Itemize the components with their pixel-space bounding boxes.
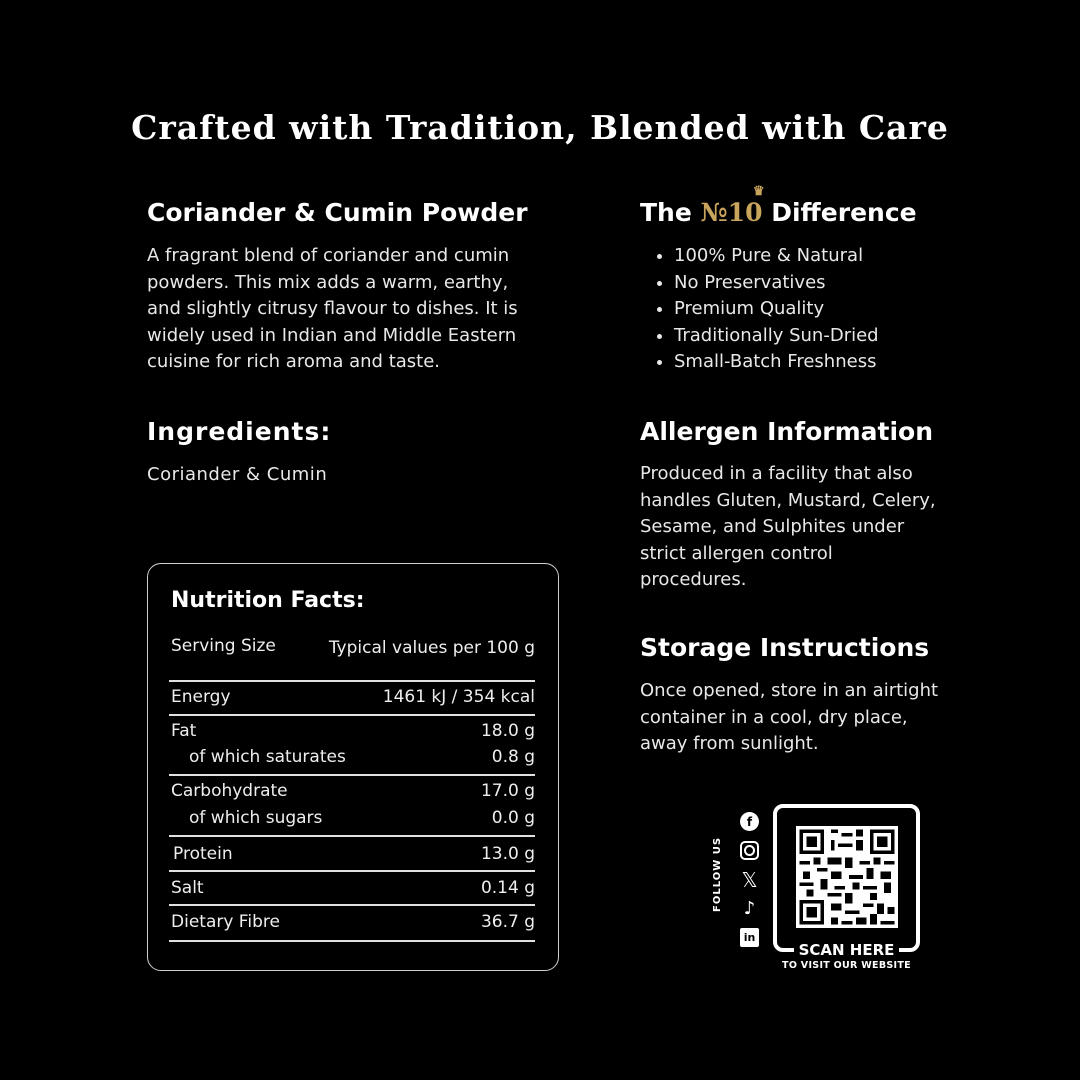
divider [169, 940, 535, 942]
list-item: • Small-Batch Freshness [674, 349, 879, 376]
product-name-heading: Coriander & Cumin Powder [147, 198, 528, 227]
nutrient-label: Salt [171, 878, 204, 898]
list-item: • 100% Pure & Natural [674, 243, 879, 270]
nutrition-facts-panel [147, 563, 559, 971]
product-description: A fragrant blend of coriander and cumin powders. This mix adds a warm, earthy, and slightly citrusy flavour to dishes. It is widely used in Indian and Middle Eastern cuisine for rich aroma and taste. [147, 245, 518, 372]
allergen-heading: Allergen Information [640, 417, 934, 446]
divider [169, 680, 535, 682]
nutrient-value: 0.14 g [480, 878, 535, 898]
serving-size-label: Serving Size [171, 636, 276, 656]
nutrient-label: Dietary Fibre [171, 912, 280, 932]
linkedin-icon[interactable]: in [740, 928, 759, 947]
difference-heading-prefix: The [640, 198, 692, 227]
divider [169, 714, 535, 716]
storage-text: Once opened, store in an airtight container in a cool, dry place, away from sunlight. [640, 680, 939, 754]
tiktok-icon[interactable]: ♪ [743, 898, 756, 919]
difference-heading [640, 184, 917, 227]
serving-size-value: Typical values per 100 g [328, 638, 535, 658]
nutrient-value: 17.0 g [480, 781, 535, 801]
nutrient-value: 1461 kJ / 354 kcal [382, 687, 535, 707]
nutrient-label: of which sugars [189, 808, 323, 828]
ingredients-heading: Ingredients: [147, 417, 332, 446]
crown-icon: ♛ [752, 184, 765, 199]
nutrient-label: Fat [171, 721, 197, 741]
page-title: Crafted with Tradition, Blended with Care [131, 108, 949, 147]
divider [169, 904, 535, 906]
nutrient-label: Protein [173, 844, 233, 864]
scan-here-label: SCAN HERE [794, 941, 900, 959]
allergen-text: Produced in a facility that also handles Gluten, Mustard, Celery, Sesame, and Sulphites under strict allergen control procedures. [640, 463, 936, 590]
x-icon[interactable]: 𝕏 [741, 867, 758, 892]
list-item: • Premium Quality [674, 296, 879, 323]
follow-us-label: FOLLOW US [712, 836, 723, 912]
nutrient-value: 18.0 g [480, 721, 535, 741]
nutrient-value: 0.8 g [491, 747, 535, 767]
nutrient-value: 13.0 g [480, 844, 535, 864]
brand-logo: №10 ♛ [700, 184, 765, 227]
scan-label-block [773, 940, 920, 971]
visit-website-label: TO VISIT OUR WEBSITE [782, 960, 911, 971]
nutrient-label: Energy [171, 687, 231, 707]
qr-code-icon[interactable] [796, 826, 898, 928]
divider [169, 835, 535, 837]
divider [169, 774, 535, 776]
difference-list [650, 243, 879, 376]
list-item: • Traditionally Sun-Dried [674, 323, 879, 350]
nutrient-label: Carbohydrate [171, 781, 288, 801]
nutrition-heading: Nutrition Facts: [171, 588, 365, 613]
nutrient-value: 36.7 g [480, 912, 535, 932]
list-item: • No Preservatives [674, 270, 879, 297]
nutrient-label: of which saturates [189, 747, 346, 767]
divider [169, 870, 535, 872]
instagram-icon[interactable] [740, 841, 759, 860]
ingredients-text: Coriander & Cumin [147, 464, 328, 485]
facebook-icon[interactable]: f [740, 812, 759, 831]
storage-heading: Storage Instructions [640, 633, 930, 662]
difference-heading-suffix: Difference [771, 198, 917, 227]
nutrient-value: 0.0 g [491, 808, 535, 828]
